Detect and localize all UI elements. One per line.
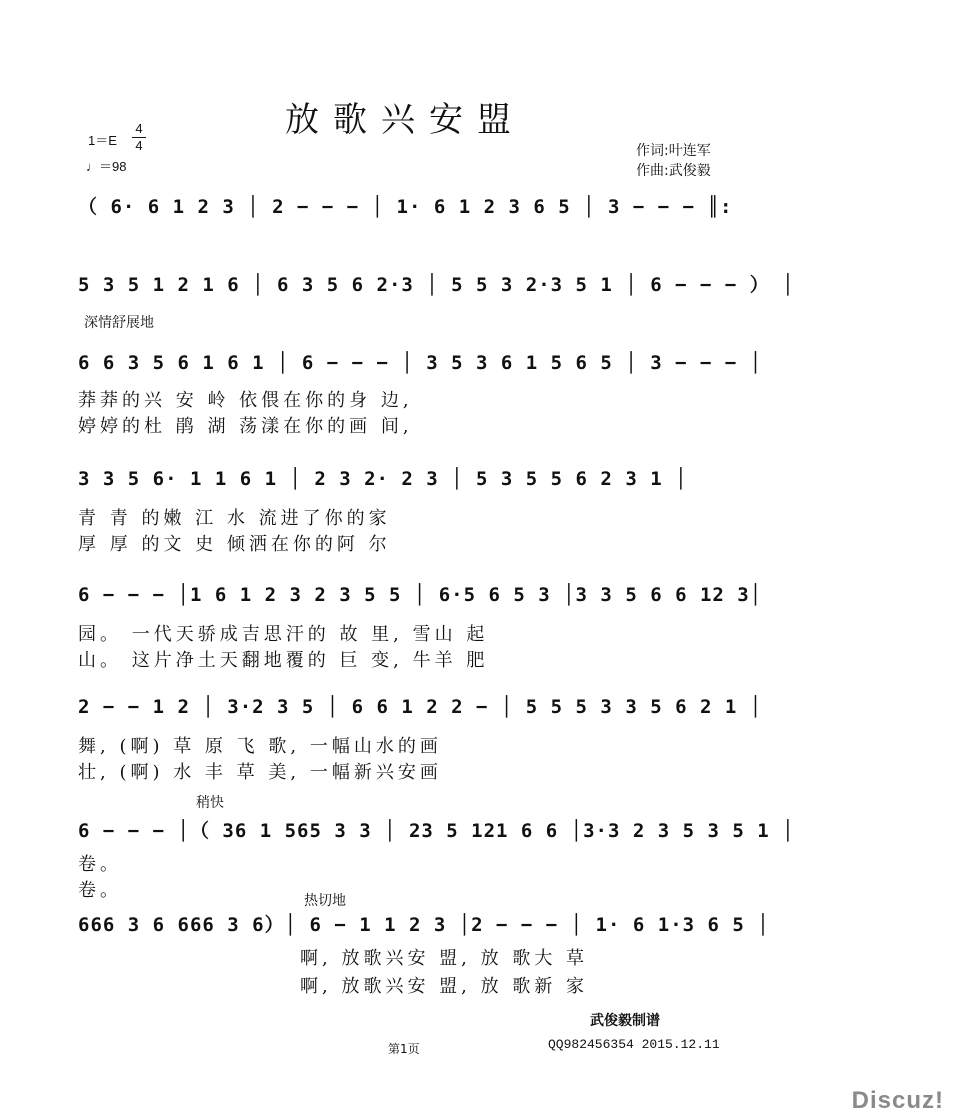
contact-date: QQ982456354 2015.12.11 — [548, 1037, 720, 1052]
page-number: 第1页 — [388, 1042, 420, 1056]
lyric-line: 卷。 — [78, 880, 122, 901]
lyricist-credit: 作词:叶连军 — [636, 143, 711, 159]
lyric-line: 啊, 放歌兴安 盟, 放 歌大 草 — [300, 948, 589, 969]
watermark-text: Discuz! — [851, 1087, 944, 1114]
lyric-line: 卷。 — [78, 854, 122, 875]
notation-row-2: 5 3 5 1 2 1 6 │ 6 3 5 6 2·3 │ 5 5 3 2·3 5 1 │ 6 − − − ） │ — [78, 274, 795, 296]
notation-row-5: 6 − − − │1 6 1 2 3 2 3 5 5 │ 6·5 6 5 3 │3 3 5 6 6 12 3│ — [78, 584, 763, 606]
notation-row-8: 666 3 6 666 3 6）│ 6 − 1 1 2 3 │2 − − − │ 1· 6 1·3 6 5 │ — [78, 914, 770, 936]
tempo-marking: ♩＝98 — [86, 159, 127, 174]
composer-credit: 作曲:武俊毅 — [636, 163, 711, 179]
lyric-line: 婷婷的杜 鹃 湖 荡漾在你的画 间, — [78, 416, 413, 437]
key-signature: 1＝E — [88, 133, 117, 148]
lyric-line: 山。 这片净土天翻地覆的 巨 变, 牛羊 肥 — [78, 650, 489, 671]
song-title: 放歌兴安盟 — [285, 100, 525, 140]
notation-row-4: 3 3 5 6· 1 1 6 1 │ 2 3 2· 2 3 │ 5 3 5 5 6 2 3 1 │ — [78, 468, 688, 490]
expression-mark: 热切地 — [304, 892, 346, 908]
notation-row-7: 6 − − − │（ 36 1 565 3 3 │ 23 5 121 6 6 │3·3 2 3 5 3 5 1 │ — [78, 820, 795, 842]
transcriber-credit: 武俊毅制谱 — [590, 1013, 660, 1029]
notation-row-6: 2 − − 1 2 │ 3·2 3 5 │ 6 6 1 2 2 − │ 5 5 5 3 3 5 6 2 1 │ — [78, 696, 763, 718]
notation-row-1: （ 6· 6 1 2 3 │ 2 − − − │ 1· 6 1 2 3 6 5 │ 3 − − − ║: — [78, 196, 733, 218]
lyric-line: 青 青 的嫩 江 水 流进了你的家 — [78, 508, 391, 529]
notation-row-3: 6 6 3 5 6 1 6 1 │ 6 − − − │ 3 5 3 6 1 5 6 5 │ 3 − − − │ — [78, 352, 763, 374]
time-signature — [132, 122, 146, 153]
lyric-line: 壮, (啊) 水 丰 草 美, 一幅新兴安画 — [78, 762, 442, 783]
meter-top: 4 — [135, 121, 143, 136]
discuz-watermark — [852, 1087, 944, 1115]
lyric-line: 厚 厚 的文 史 倾洒在你的阿 尔 — [78, 534, 391, 555]
lyric-line: 舞, (啊) 草 原 飞 歌, 一幅山水的画 — [78, 736, 442, 757]
expression-mark: 深情舒展地 — [84, 314, 154, 330]
lyric-line: 莽莽的兴 安 岭 依偎在你的身 边, — [78, 390, 413, 411]
lyric-line: 园。 一代天骄成吉思汗的 故 里, 雪山 起 — [78, 624, 489, 645]
meter-bottom: 4 — [135, 138, 143, 153]
expression-mark: 稍快 — [196, 794, 224, 810]
lyric-line: 啊, 放歌兴安 盟, 放 歌新 家 — [300, 976, 589, 997]
